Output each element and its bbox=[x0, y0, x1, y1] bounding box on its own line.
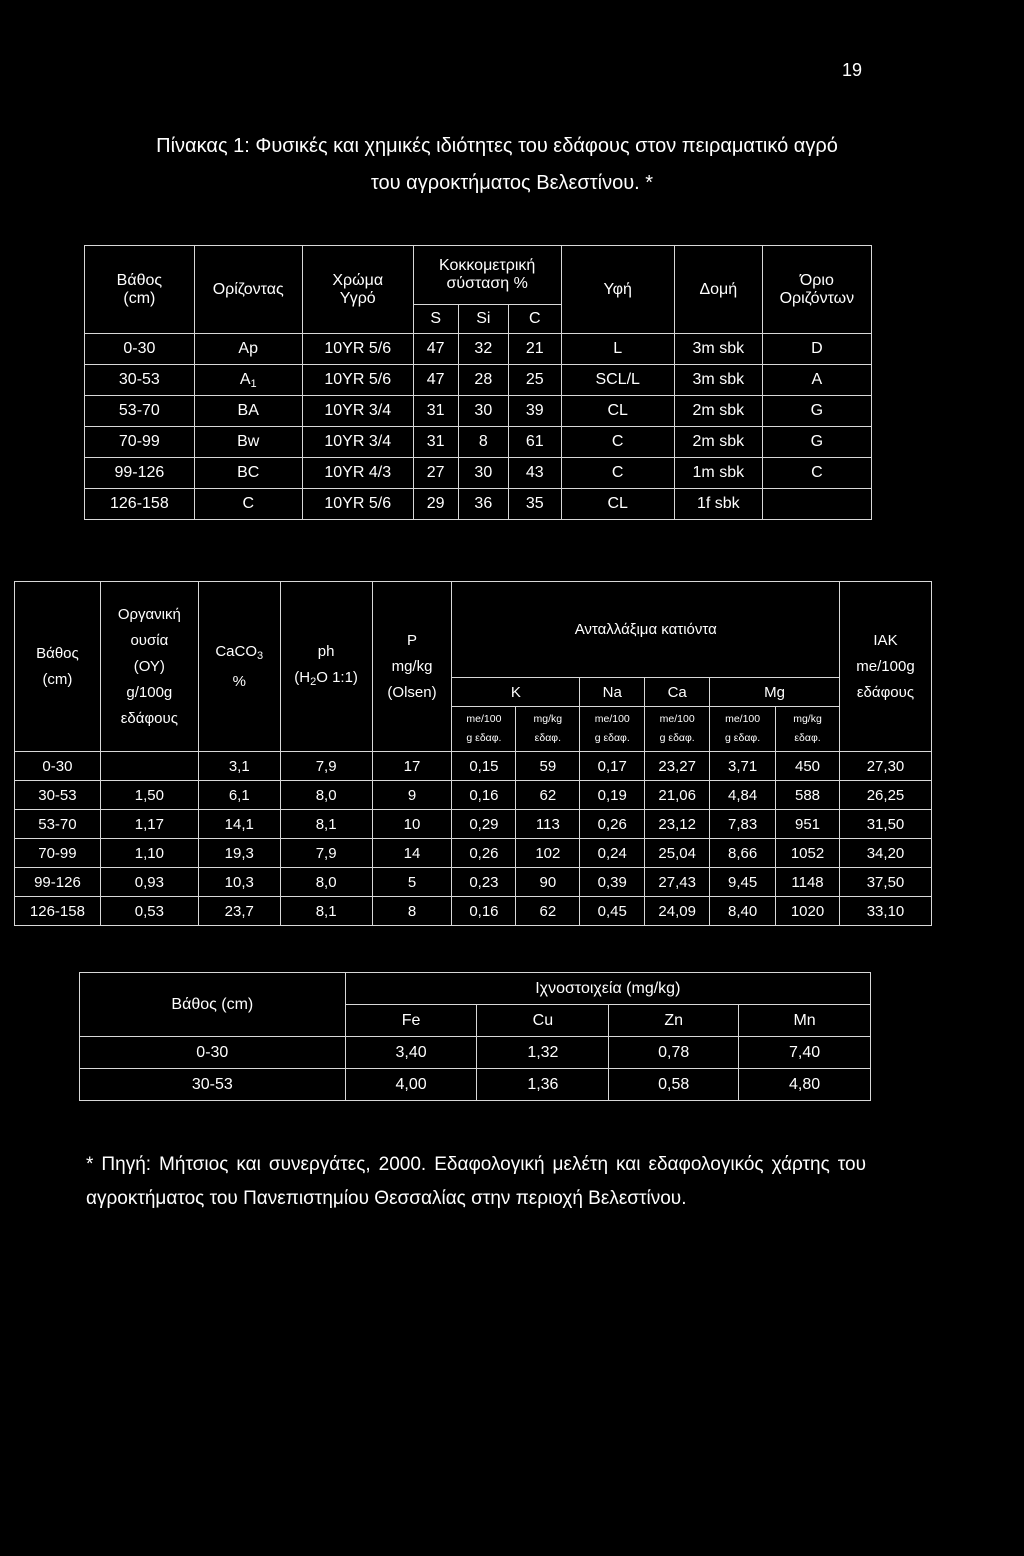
header-mg: Mg bbox=[710, 678, 840, 707]
cell: 0,78 bbox=[609, 1037, 739, 1069]
cell: 70-99 bbox=[15, 839, 101, 868]
unit-mg-me: me/100 g εδαφ. bbox=[710, 707, 776, 752]
cell: 10 bbox=[372, 810, 452, 839]
header-depth: Βάθος (cm) bbox=[85, 246, 195, 334]
cell: 36 bbox=[458, 489, 509, 520]
header-organic-matter: Οργανική ουσία (ΟΥ) g/100g εδάφους bbox=[100, 582, 198, 752]
cell: Ap bbox=[194, 334, 302, 365]
cell: 14,1 bbox=[198, 810, 280, 839]
cell: 0,29 bbox=[452, 810, 516, 839]
cell: 17 bbox=[372, 752, 452, 781]
header-zn: Zn bbox=[609, 1005, 739, 1037]
header-na: Na bbox=[580, 678, 645, 707]
table-row bbox=[15, 868, 932, 897]
cell: 23,27 bbox=[645, 752, 710, 781]
cell: 27,30 bbox=[839, 752, 931, 781]
cell: BA bbox=[194, 396, 302, 427]
unit-k-mg: mg/kg εδαφ. bbox=[516, 707, 580, 752]
cell: 6,1 bbox=[198, 781, 280, 810]
cell: 62 bbox=[516, 897, 580, 926]
table-row bbox=[85, 427, 872, 458]
header-silt: Si bbox=[458, 305, 509, 334]
table-caption bbox=[0, 128, 1024, 202]
cell: 10YR 5/6 bbox=[302, 334, 413, 365]
cell: 1,17 bbox=[100, 810, 198, 839]
header-mn: Mn bbox=[739, 1005, 871, 1037]
cell: 27,43 bbox=[645, 868, 710, 897]
cell: 0,45 bbox=[580, 897, 645, 926]
cell: 33,10 bbox=[839, 897, 931, 926]
cell: 8 bbox=[458, 427, 509, 458]
cell: 0,16 bbox=[452, 781, 516, 810]
cell: 25,04 bbox=[645, 839, 710, 868]
cell: 27 bbox=[413, 458, 458, 489]
cell: 7,40 bbox=[739, 1037, 871, 1069]
unit-mg-mg: mg/kg εδαφ. bbox=[776, 707, 840, 752]
header-sand: S bbox=[413, 305, 458, 334]
cell: 30-53 bbox=[80, 1069, 346, 1101]
cell: 1f sbk bbox=[674, 489, 762, 520]
cell: 30-53 bbox=[85, 365, 195, 396]
cell: 0,15 bbox=[452, 752, 516, 781]
cell: 1,50 bbox=[100, 781, 198, 810]
cell: 59 bbox=[516, 752, 580, 781]
table-row bbox=[80, 1069, 871, 1101]
header-ca: Ca bbox=[645, 678, 710, 707]
cell: 99-126 bbox=[85, 458, 195, 489]
cell: 90 bbox=[516, 868, 580, 897]
table-row bbox=[15, 781, 932, 810]
cell: 47 bbox=[413, 334, 458, 365]
table-row bbox=[15, 897, 932, 926]
cell bbox=[762, 489, 871, 520]
cell: 951 bbox=[776, 810, 840, 839]
cell: 3,71 bbox=[710, 752, 776, 781]
table-row bbox=[15, 839, 932, 868]
cell: 8,0 bbox=[280, 868, 372, 897]
caption-line-1: Πίνακας 1: Φυσικές και χημικές ιδιότητες του εδάφους στον πειραματικό αγρό bbox=[156, 135, 838, 157]
cell: 8 bbox=[372, 897, 452, 926]
table-row bbox=[80, 1037, 871, 1069]
cell: 0-30 bbox=[85, 334, 195, 365]
cell: A bbox=[762, 365, 871, 396]
cell: 588 bbox=[776, 781, 840, 810]
cell: 10YR 3/4 bbox=[302, 427, 413, 458]
table-row bbox=[15, 810, 932, 839]
cell: 0,19 bbox=[580, 781, 645, 810]
cell: 9,45 bbox=[710, 868, 776, 897]
cell: CL bbox=[561, 489, 674, 520]
unit-na-me: me/100 g εδαφ. bbox=[580, 707, 645, 752]
cell: 4,80 bbox=[739, 1069, 871, 1101]
physical-properties-table bbox=[84, 245, 872, 520]
cell: 2m sbk bbox=[674, 427, 762, 458]
table-row bbox=[85, 365, 872, 396]
cell: BC bbox=[194, 458, 302, 489]
cell: 19,3 bbox=[198, 839, 280, 868]
cell: 1148 bbox=[776, 868, 840, 897]
cell: 14 bbox=[372, 839, 452, 868]
cell: 113 bbox=[516, 810, 580, 839]
trace-elements-table bbox=[79, 972, 871, 1101]
table-row bbox=[85, 489, 872, 520]
header-depth: Βάθος (cm) bbox=[80, 973, 346, 1037]
cell: 126-158 bbox=[85, 489, 195, 520]
cell: 0,17 bbox=[580, 752, 645, 781]
cell: 1,10 bbox=[100, 839, 198, 868]
header-structure: Δομή bbox=[674, 246, 762, 334]
cell: C bbox=[561, 427, 674, 458]
cell: C bbox=[194, 489, 302, 520]
cell: 2m sbk bbox=[674, 396, 762, 427]
cell: 3m sbk bbox=[674, 365, 762, 396]
table-row bbox=[85, 334, 872, 365]
cell: 61 bbox=[509, 427, 561, 458]
header-granulometry: Κοκκομετρική σύσταση % bbox=[413, 246, 561, 305]
cell: 32 bbox=[458, 334, 509, 365]
header-caco3: CaCO$_3$ % bbox=[198, 582, 280, 752]
cell: 10,3 bbox=[198, 868, 280, 897]
cell: 34,20 bbox=[839, 839, 931, 868]
cell: 8,1 bbox=[280, 897, 372, 926]
cell bbox=[100, 752, 198, 781]
cell: 70-99 bbox=[85, 427, 195, 458]
header-horizon: Ορίζοντας bbox=[194, 246, 302, 334]
header-trace-elements: Ιχνοστοιχεία (mg/kg) bbox=[345, 973, 870, 1005]
cell: 0-30 bbox=[80, 1037, 346, 1069]
cell: 0,53 bbox=[100, 897, 198, 926]
cell: 28 bbox=[458, 365, 509, 396]
cell: 126-158 bbox=[15, 897, 101, 926]
header-fe: Fe bbox=[345, 1005, 477, 1037]
cell: SCL/L bbox=[561, 365, 674, 396]
header-iak: IAK me/100g εδάφους bbox=[839, 582, 931, 752]
cell: 30 bbox=[458, 458, 509, 489]
cell: 8,1 bbox=[280, 810, 372, 839]
cell: 43 bbox=[509, 458, 561, 489]
cell: 4,00 bbox=[345, 1069, 477, 1101]
unit-ca-me: me/100 g εδαφ. bbox=[645, 707, 710, 752]
cell: 47 bbox=[413, 365, 458, 396]
cell: 3m sbk bbox=[674, 334, 762, 365]
cell: 102 bbox=[516, 839, 580, 868]
cell: 1052 bbox=[776, 839, 840, 868]
cell: 0,58 bbox=[609, 1069, 739, 1101]
cell: 1020 bbox=[776, 897, 840, 926]
cell: L bbox=[561, 334, 674, 365]
cell: 39 bbox=[509, 396, 561, 427]
cell: $A_1$ bbox=[194, 365, 302, 396]
cell: 8,66 bbox=[710, 839, 776, 868]
cell: C bbox=[762, 458, 871, 489]
cell: 21,06 bbox=[645, 781, 710, 810]
table-row bbox=[85, 396, 872, 427]
cell: 0,93 bbox=[100, 868, 198, 897]
cell: 29 bbox=[413, 489, 458, 520]
cell: 21 bbox=[509, 334, 561, 365]
source-footnote: * Πηγή: Μήτσιος και συνεργάτες, 2000. Εδαφολογική μελέτη και εδαφολογικός χάρτης του αγροκτήματος του Πανεπιστημίου Θεσσαλίας στην περιοχή Βελεστίνου. bbox=[86, 1154, 866, 1209]
table-row bbox=[15, 752, 932, 781]
cell: 7,83 bbox=[710, 810, 776, 839]
cell: D bbox=[762, 334, 871, 365]
cell: 8,0 bbox=[280, 781, 372, 810]
header-phosphorus: P mg/kg (Olsen) bbox=[372, 582, 452, 752]
cell: 0-30 bbox=[15, 752, 101, 781]
cell: 24,09 bbox=[645, 897, 710, 926]
cell: 7,9 bbox=[280, 752, 372, 781]
cell: 450 bbox=[776, 752, 840, 781]
cell: G bbox=[762, 427, 871, 458]
cell: 0,23 bbox=[452, 868, 516, 897]
cell: 0,16 bbox=[452, 897, 516, 926]
header-depth: Βάθος (cm) bbox=[15, 582, 101, 752]
cell: Bw bbox=[194, 427, 302, 458]
cell: 31 bbox=[413, 396, 458, 427]
header-clay: C bbox=[509, 305, 561, 334]
page-number: 19 bbox=[841, 60, 862, 80]
cell: 8,40 bbox=[710, 897, 776, 926]
cell: 0,24 bbox=[580, 839, 645, 868]
cell: 5 bbox=[372, 868, 452, 897]
cell: 9 bbox=[372, 781, 452, 810]
header-texture: Υφή bbox=[561, 246, 674, 334]
header-boundary: Όριο Οριζόντων bbox=[762, 246, 871, 334]
cell: 0,26 bbox=[580, 810, 645, 839]
cell: 10YR 4/3 bbox=[302, 458, 413, 489]
header-ph: ph ($H_2O$ 1:1) bbox=[280, 582, 372, 752]
unit-k-me: me/100 g εδαφ. bbox=[452, 707, 516, 752]
cell: 25 bbox=[509, 365, 561, 396]
header-exchangeable-cations: Ανταλλάξιμα κατιόντα bbox=[452, 582, 840, 678]
chemical-properties-table bbox=[14, 581, 932, 926]
cell: 10YR 5/6 bbox=[302, 365, 413, 396]
cell: 31 bbox=[413, 427, 458, 458]
cell: 53-70 bbox=[15, 810, 101, 839]
cell: 10YR 5/6 bbox=[302, 489, 413, 520]
cell: 35 bbox=[509, 489, 561, 520]
cell: 23,7 bbox=[198, 897, 280, 926]
cell: 62 bbox=[516, 781, 580, 810]
cell: 26,25 bbox=[839, 781, 931, 810]
cell: 0,39 bbox=[580, 868, 645, 897]
cell: 4,84 bbox=[710, 781, 776, 810]
cell: 23,12 bbox=[645, 810, 710, 839]
header-k: K bbox=[452, 678, 580, 707]
cell: 1,32 bbox=[477, 1037, 609, 1069]
cell: 30 bbox=[458, 396, 509, 427]
cell: 53-70 bbox=[85, 396, 195, 427]
cell: CL bbox=[561, 396, 674, 427]
cell: C bbox=[561, 458, 674, 489]
cell: 37,50 bbox=[839, 868, 931, 897]
cell: 10YR 3/4 bbox=[302, 396, 413, 427]
caption-line-2: του αγροκτήματος Βελεστίνου. * bbox=[370, 172, 654, 194]
cell: 30-53 bbox=[15, 781, 101, 810]
header-cu: Cu bbox=[477, 1005, 609, 1037]
cell: 3,1 bbox=[198, 752, 280, 781]
cell: G bbox=[762, 396, 871, 427]
header-color: Χρώμα Υγρό bbox=[302, 246, 413, 334]
cell: 1,36 bbox=[477, 1069, 609, 1101]
cell: 0,26 bbox=[452, 839, 516, 868]
cell: 99-126 bbox=[15, 868, 101, 897]
cell: 1m sbk bbox=[674, 458, 762, 489]
cell: 31,50 bbox=[839, 810, 931, 839]
table-row bbox=[85, 458, 872, 489]
cell: 7,9 bbox=[280, 839, 372, 868]
cell: 3,40 bbox=[345, 1037, 477, 1069]
